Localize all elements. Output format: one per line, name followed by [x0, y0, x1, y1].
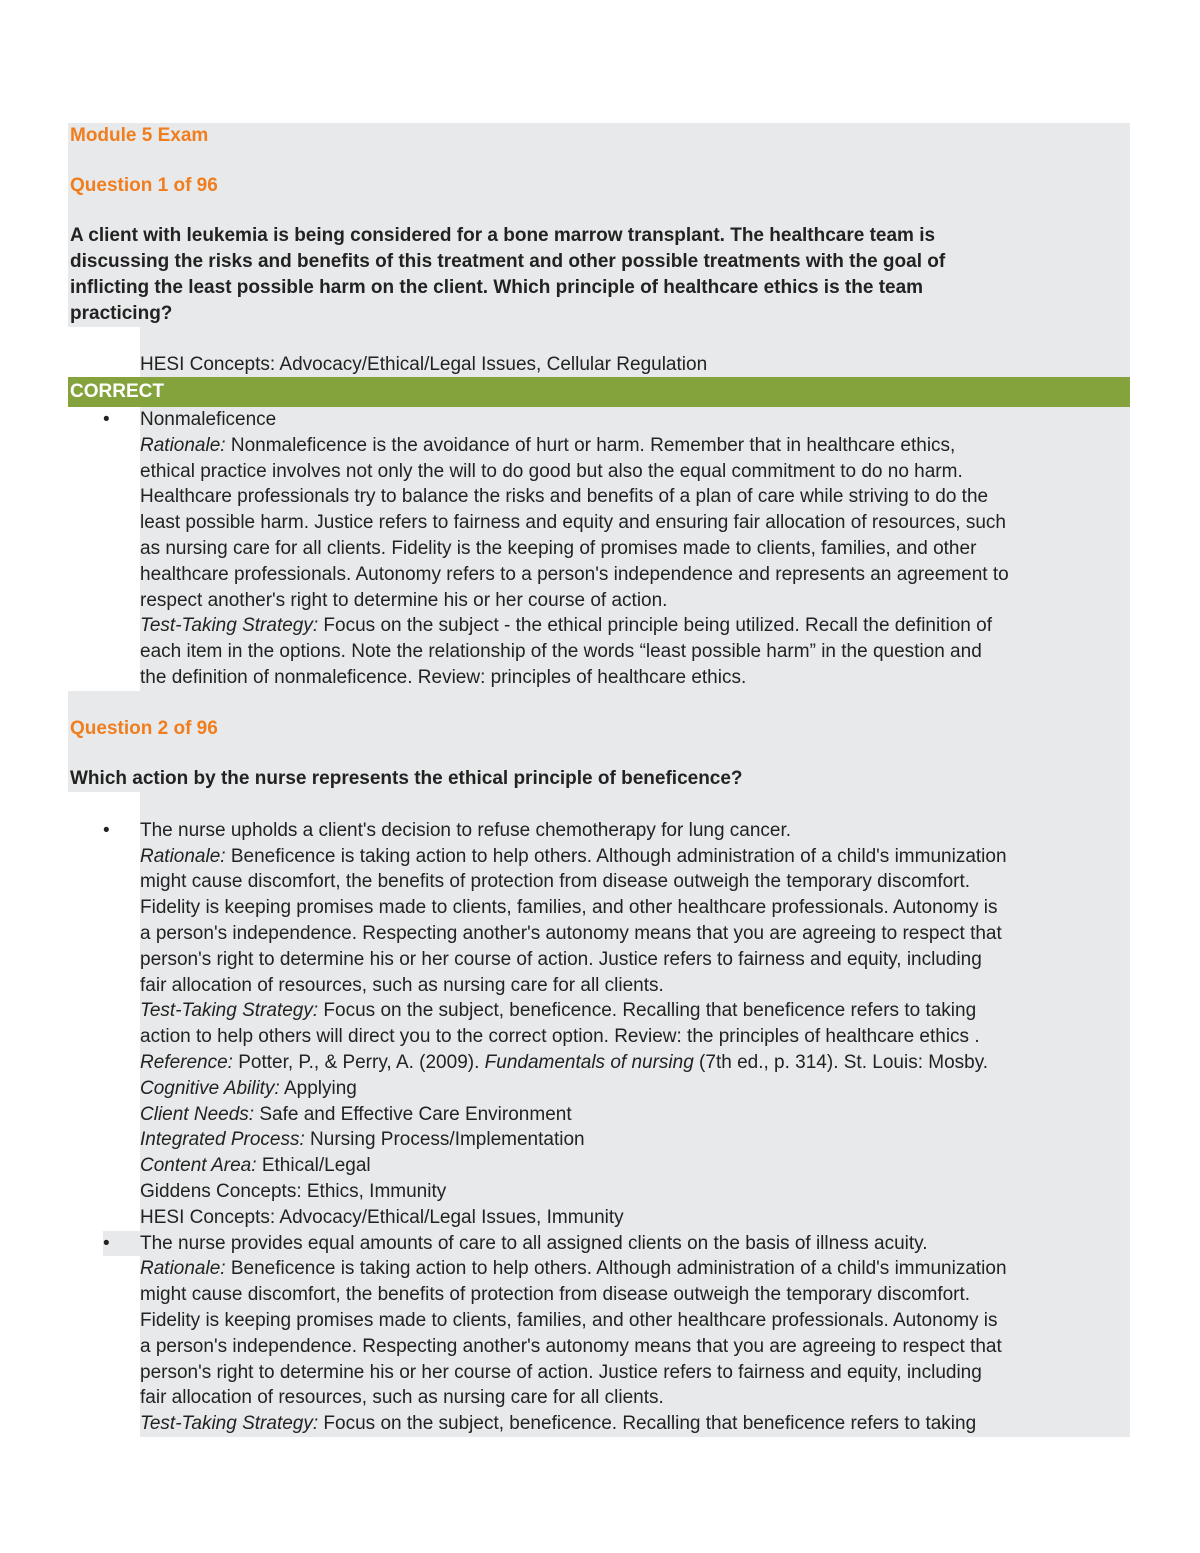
- integrated-process-value: Nursing Process/Implementation: [304, 1129, 585, 1151]
- rationale-line: [140, 844, 1130, 870]
- rationale-line: least possible harm. Justice refers to fairness and equity and ensuring fair allocation of resources, such: [140, 512, 1007, 534]
- exam-title: Module 5 Exam: [70, 125, 209, 146]
- rationale-line: a person's independence. Respecting another's autonomy means that you are agreeing to respect that: [140, 1335, 1002, 1357]
- stem-line: A client with leukemia is being considered for a bone marrow transplant. The healthcare team is: [70, 225, 936, 246]
- reference-tail: (7th ed., p. 314). St. Louis: Mosby.: [693, 1051, 989, 1073]
- content-area-label: Content Area:: [140, 1155, 257, 1177]
- stem-line: inflicting the least possible harm on the client. Which principle of healthcare ethics is the team: [70, 277, 924, 298]
- strategy-label: Test-Taking Strategy:: [140, 615, 319, 637]
- rationale-line: [140, 433, 1130, 459]
- rationale-label: Rationale:: [140, 845, 226, 867]
- bullet-icon: •: [103, 409, 110, 430]
- rationale-line: as nursing care for all clients. Fidelity is the keeping of promises made to clients, families, and other: [140, 537, 977, 559]
- cognitive-ability-line: [140, 1076, 1130, 1102]
- rationale-line: ethical practice involves not only the will to do good but also the equal commitment to do no harm.: [140, 460, 963, 482]
- rationale-line: [140, 1256, 1130, 1282]
- rationale-line: Healthcare professionals try to balance the risks and benefits of a plan of care while striving to do the: [140, 486, 989, 508]
- rationale-line: person's right to determine his or her course of action. Justice refers to fairness and equity, including: [140, 948, 982, 970]
- strategy-text: Focus on the subject - the ethical principle being utilized. Recall the definition of: [318, 615, 992, 637]
- question-2-stem: Which action by the nurse represents the ethical principle of beneficence?: [70, 767, 743, 789]
- question-2-header-block: [68, 691, 1130, 792]
- bullet-icon: •: [103, 1231, 140, 1257]
- rationale-line: fair allocation of resources, such as nursing care for all clients.: [140, 1387, 664, 1409]
- question-1-stem: [68, 223, 1130, 327]
- integrated-process-line: [140, 1127, 1130, 1153]
- strategy-line: [140, 613, 1130, 639]
- bullet-icon: •: [103, 819, 110, 841]
- q1-concepts-block: [140, 327, 1130, 377]
- stem-line: discussing the risks and benefits of this treatment and other possible treatments with the goal of: [70, 251, 946, 272]
- rationale-label: Rationale:: [140, 1258, 226, 1280]
- correct-status-bar: CORRECT: [68, 377, 1130, 407]
- rationale-line: healthcare professionals. Autonomy refers to a person's independence and represents an agreement to: [140, 563, 1009, 585]
- strategy-label: Test-Taking Strategy:: [140, 1413, 319, 1435]
- question-1-title: Question 1 of 96: [70, 175, 218, 196]
- rationale-line: respect another's right to determine his or her course of action.: [140, 589, 668, 611]
- strategy-line: action to help others will direct you to the correct option. Review: the principles of healthcare ethics .: [140, 1026, 980, 1048]
- hesi-concepts-line: HESI Concepts: Advocacy/Ethical/Legal Issues, Immunity: [140, 1206, 624, 1228]
- rationale-text: Nonmaleficence is the avoidance of hurt or harm. Remember that in healthcare ethics,: [225, 434, 956, 456]
- option-body: [140, 818, 1130, 1231]
- rationale-label: Rationale:: [140, 434, 226, 456]
- strategy-text: Focus on the subject, beneficence. Recalling that beneficence refers to taking: [318, 1000, 977, 1022]
- q2-spacer: [140, 792, 1130, 818]
- option-answer: Nonmaleficence: [140, 409, 277, 430]
- reference-label: Reference:: [140, 1051, 233, 1073]
- exam-header-block: [68, 123, 1130, 327]
- client-needs-line: [140, 1102, 1130, 1128]
- option-answer: The nurse upholds a client's decision to refuse chemotherapy for lung cancer.: [140, 819, 792, 841]
- cognitive-value: Applying: [279, 1077, 357, 1099]
- client-needs-value: Safe and Effective Care Environment: [254, 1103, 572, 1125]
- content-area-line: [140, 1153, 1130, 1179]
- rationale-line: person's right to determine his or her course of action. Justice refers to fairness and equity, including: [140, 1361, 982, 1383]
- reference-line: [140, 1050, 1130, 1076]
- rationale-line: a person's independence. Respecting another's autonomy means that you are agreeing to respect that: [140, 922, 1002, 944]
- rationale-text: Beneficence is taking action to help others. Although administration of a child's immunization: [225, 1258, 1007, 1280]
- cognitive-label: Cognitive Ability:: [140, 1077, 280, 1099]
- reference-title: Fundamentals of nursing: [484, 1051, 694, 1073]
- rationale-line: Fidelity is keeping promises made to clients, families, and other healthcare professionals. Autonomy is: [140, 1309, 998, 1331]
- exam-page: [68, 123, 1130, 1437]
- rationale-line: might cause discomfort, the benefits of protection from disease outweigh the temporary discomfort.: [140, 1284, 971, 1306]
- giddens-concepts-line: Giddens Concepts: Ethics, Immunity: [140, 1180, 447, 1202]
- strategy-line: the definition of nonmaleficence. Review: principles of healthcare ethics.: [140, 666, 747, 688]
- rationale-line: fair allocation of resources, such as nursing care for all clients.: [140, 974, 664, 996]
- reference-text: Potter, P., & Perry, A. (2009).: [232, 1051, 485, 1073]
- option-body: [140, 1231, 1130, 1437]
- q1-hesi-concepts: HESI Concepts: Advocacy/Ethical/Legal Issues, Cellular Regulation: [140, 354, 708, 375]
- option-body: [140, 407, 1130, 691]
- rationale-line: Fidelity is keeping promises made to clients, families, and other healthcare professionals. Autonomy is: [140, 897, 998, 919]
- integrated-process-label: Integrated Process:: [140, 1129, 305, 1151]
- strategy-line: [140, 1411, 1130, 1437]
- strategy-text: Focus on the subject, beneficence. Recalling that beneficence refers to taking: [318, 1413, 977, 1435]
- strategy-label: Test-Taking Strategy:: [140, 1000, 319, 1022]
- q2-answer-option-2[interactable]: [68, 1231, 1130, 1437]
- option-answer: The nurse provides equal amounts of care to all assigned clients on the basis of illness acuity.: [140, 1232, 928, 1254]
- q1-answer-option[interactable]: [68, 407, 1130, 691]
- rationale-line: might cause discomfort, the benefits of protection from disease outweigh the temporary discomfort.: [140, 871, 971, 893]
- strategy-line: each item in the options. Note the relationship of the words “least possible harm” in the question and: [140, 641, 982, 663]
- strategy-line: [140, 998, 1130, 1024]
- stem-line: practicing?: [70, 303, 173, 324]
- question-2-title: Question 2 of 96: [70, 717, 218, 739]
- content-area-value: Ethical/Legal: [256, 1155, 371, 1177]
- rationale-text: Beneficence is taking action to help others. Although administration of a child's immunization: [225, 845, 1007, 867]
- q2-answer-option-1[interactable]: [68, 818, 1130, 1231]
- client-needs-label: Client Needs:: [140, 1103, 255, 1125]
